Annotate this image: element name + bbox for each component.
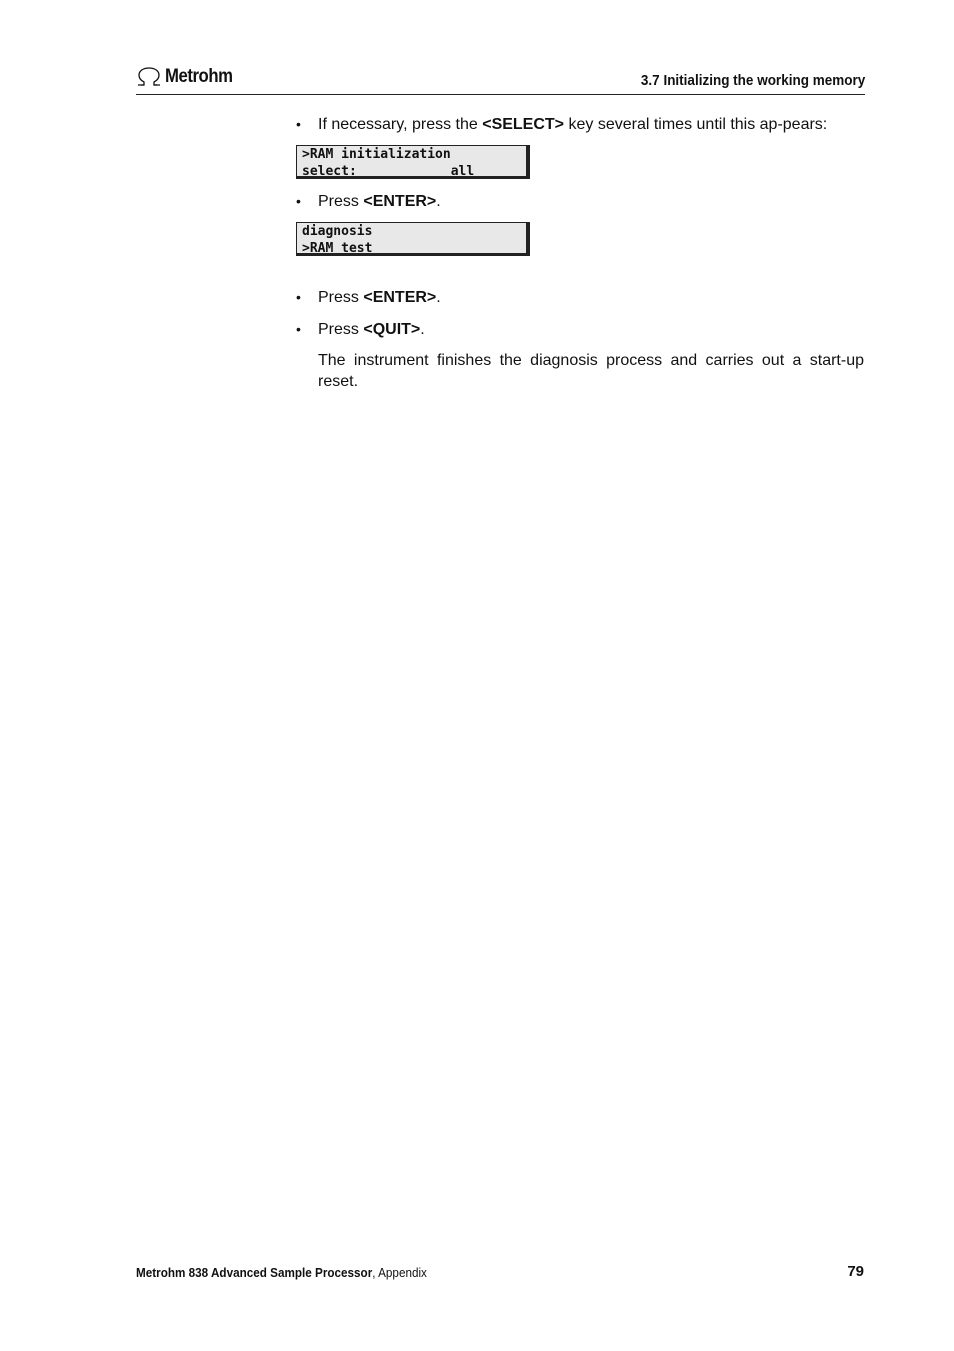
step-text: .	[436, 193, 441, 210]
footer-product	[136, 1265, 427, 1280]
step-text: If necessary, press the	[318, 116, 483, 133]
step-text: Press	[318, 289, 364, 306]
key-quit: <QUIT>	[363, 321, 421, 338]
display-diagnosis	[296, 222, 530, 256]
result-note: The instrument finishes the diagnosis process and carries out a start-up reset.	[318, 352, 864, 390]
key-enter: <ENTER>	[363, 289, 437, 306]
page-number: 79	[847, 1263, 864, 1280]
step-text: .	[420, 321, 425, 338]
step-text: Press	[318, 321, 364, 338]
footer-product-name: Metrohm 838 Advanced Sample Processor	[136, 1265, 373, 1280]
step-enter-2	[296, 287, 864, 308]
step-text: key several times until this ap-pears:	[564, 116, 828, 133]
display-line-1: diagnosis	[302, 224, 373, 239]
display-line-2: >RAM test	[302, 241, 373, 256]
metrohm-logo	[136, 66, 242, 88]
display-line-1: >RAM initialization	[302, 147, 451, 162]
omega-logo-icon	[136, 66, 162, 88]
display-ram-initialization	[296, 145, 530, 179]
step-text: Press	[318, 193, 364, 210]
bullet-icon: •	[296, 289, 301, 305]
key-select: <SELECT>	[482, 116, 565, 133]
step-quit	[296, 319, 864, 340]
page-header	[136, 66, 865, 95]
bullet-icon: •	[296, 193, 301, 209]
bullet-icon: •	[296, 116, 301, 132]
key-enter: <ENTER>	[363, 193, 437, 210]
display-line-2: select: all	[302, 164, 475, 179]
page-content	[296, 114, 864, 392]
bullet-icon: •	[296, 321, 301, 337]
step-enter-1	[296, 191, 864, 212]
section-title: 3.7 Initializing the working memory	[640, 72, 865, 89]
step-select	[296, 114, 864, 135]
logo-text: Metrohm	[165, 66, 233, 87]
step-text: .	[436, 289, 441, 306]
footer-suffix: , Appendix	[372, 1265, 427, 1280]
